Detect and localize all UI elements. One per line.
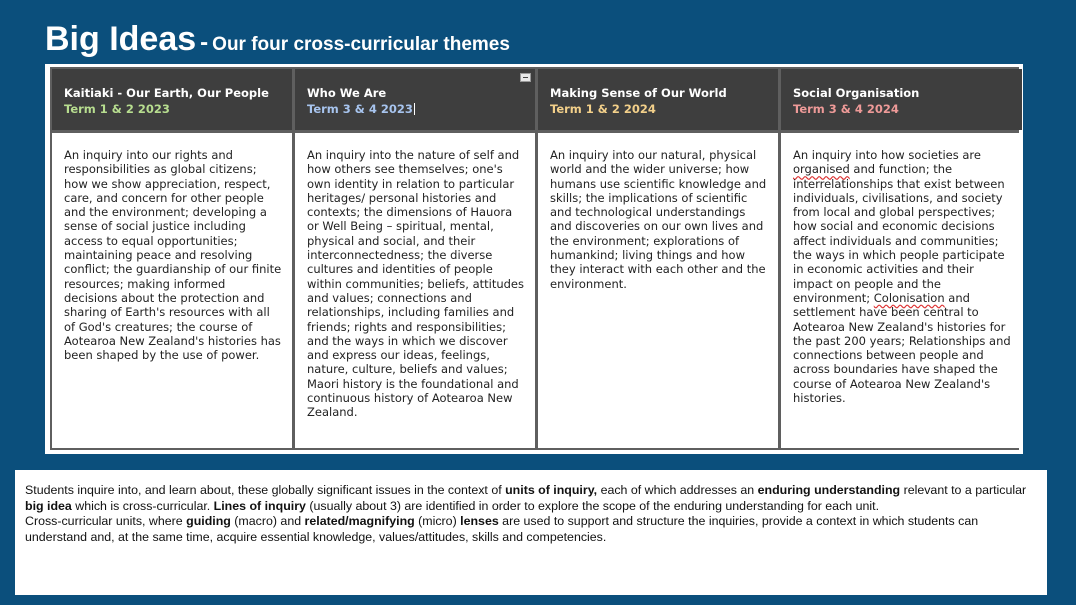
page-title: Big Ideas [45, 20, 197, 58]
bold-term: guiding [186, 514, 231, 529]
bold-term: units of inquiry, [505, 483, 598, 497]
theme-description-who-we-are[interactable] [295, 133, 535, 448]
title-separator: - [200, 29, 209, 56]
spellcheck-word: organised [793, 162, 850, 177]
description-text: An inquiry into our rights and responsibilities as global citizens; how we show appreciation, respect, care, and concern for other people and the environment; developing a sense of social justice including access to equal opportunities; maintaining peace and resolving conflict; the guardianship of our finite resources; making informed decisions about the protection and sharing of Earth's resources with all of God's creatures; the course of Aotearoa New Zealand's histories has been shaped by the use of power. [64, 148, 282, 363]
bold-term: related/magnifying [304, 514, 415, 529]
text-run: are used to support and structure the inquiries, provide a context in which students can understand and, at the same time, acquire essential knowledge, values/attitudes, skills and competencies. [25, 514, 979, 544]
text-run: which is cross-curricular. [71, 498, 214, 513]
spellcheck-word: Colonisation [873, 290, 945, 305]
themes-grid [50, 67, 1019, 450]
text-run: relevant to a particular [900, 483, 1027, 497]
theme-header-who-we-are[interactable] [295, 69, 535, 130]
theme-description-social-organisation[interactable] [781, 133, 1022, 448]
theme-header-making-sense[interactable] [538, 69, 778, 130]
theme-term: Term 1 & 2 2023 [64, 102, 170, 116]
text-run: each of which addresses an [597, 483, 758, 497]
bold-term: big idea [25, 498, 72, 513]
theme-description-kaitiaki[interactable] [52, 133, 292, 448]
text-run: Students inquire into, and learn about, these globally significant issues in the context of [25, 483, 506, 497]
theme-name: Kaitiaki - Our Earth, Our People [64, 86, 269, 100]
description-text: An inquiry into our natural, physical world and the wider universe; how humans use scientific knowledge and skills; the implications of scientific and technological understandings and discoveries on our own lives and the environment; explorations of humankind; living things and how they interact with each other and the environment. [550, 148, 767, 291]
description-text: An inquiry into the nature of self and how others see themselves; one's own identity in relation to particular heritages/ personal histories and contexts; the dimensions of Hauora or Well Being – spiritual, mental, physical and social, and their interconnectedness; the diverse cultures and identities of people within communities; beliefs, attitudes and values; connections and relationships, including families and friends; rights and responsibilities; and the ways in which we discover and express our ideas, feelings, nature, culture, beliefs and values; Maori history is the foundational and continuous history of Aotearoa New Zealand. [307, 148, 524, 420]
text-run: (usually about 3) are identified in order to explore the scope of the enduring understanding for each unit. [305, 498, 880, 513]
theme-term [307, 101, 525, 117]
page-subtitle: Our four cross-curricular themes [212, 34, 510, 55]
bold-term: Lines of inquiry [213, 498, 306, 513]
theme-name: Social Organisation [793, 86, 920, 100]
theme-name: Making Sense of Our World [550, 86, 727, 100]
text-run: (macro) and [230, 514, 305, 529]
text-run: and settlement have been central to Aotearoa New Zealand's histories for the past 200 years; Relationships and connections between people and across boundaries have shaped the course of Aotearoa New Zealand's histories. [793, 290, 1011, 406]
theme-header-social-organisation[interactable] [781, 69, 1022, 130]
themes-table [45, 64, 1023, 454]
theme-term-text: Term 3 & 4 2023 [307, 102, 413, 116]
bold-term: lenses [460, 514, 499, 529]
text-run: Cross-curricular units, where [25, 514, 187, 529]
text-run: and function; the interrelationships that exist between individuals, civilisations, and society from local and global perspectives; how social and economic decisions affect individuals and communities; the ways in which people participate in economic activities and their impact on people and the environment; [793, 162, 1005, 305]
text-run: An inquiry into how societies are [793, 148, 981, 162]
text-cursor [414, 103, 415, 115]
text-run: (micro) [414, 514, 461, 529]
explanation-paragraph-2 [25, 514, 1037, 545]
explanation-paragraph-1 [25, 483, 1037, 514]
table-handle-icon[interactable] [520, 73, 531, 82]
theme-description-making-sense[interactable] [538, 133, 778, 448]
theme-header-kaitiaki[interactable] [52, 69, 292, 130]
description-text [793, 148, 1012, 405]
explanation-textbox[interactable] [15, 470, 1047, 595]
slide-title-area [45, 20, 510, 59]
theme-name: Who We Are [307, 86, 387, 100]
theme-term: Term 3 & 4 2024 [793, 102, 899, 116]
theme-term: Term 1 & 2 2024 [550, 102, 656, 116]
bold-term: enduring understanding [757, 483, 901, 497]
